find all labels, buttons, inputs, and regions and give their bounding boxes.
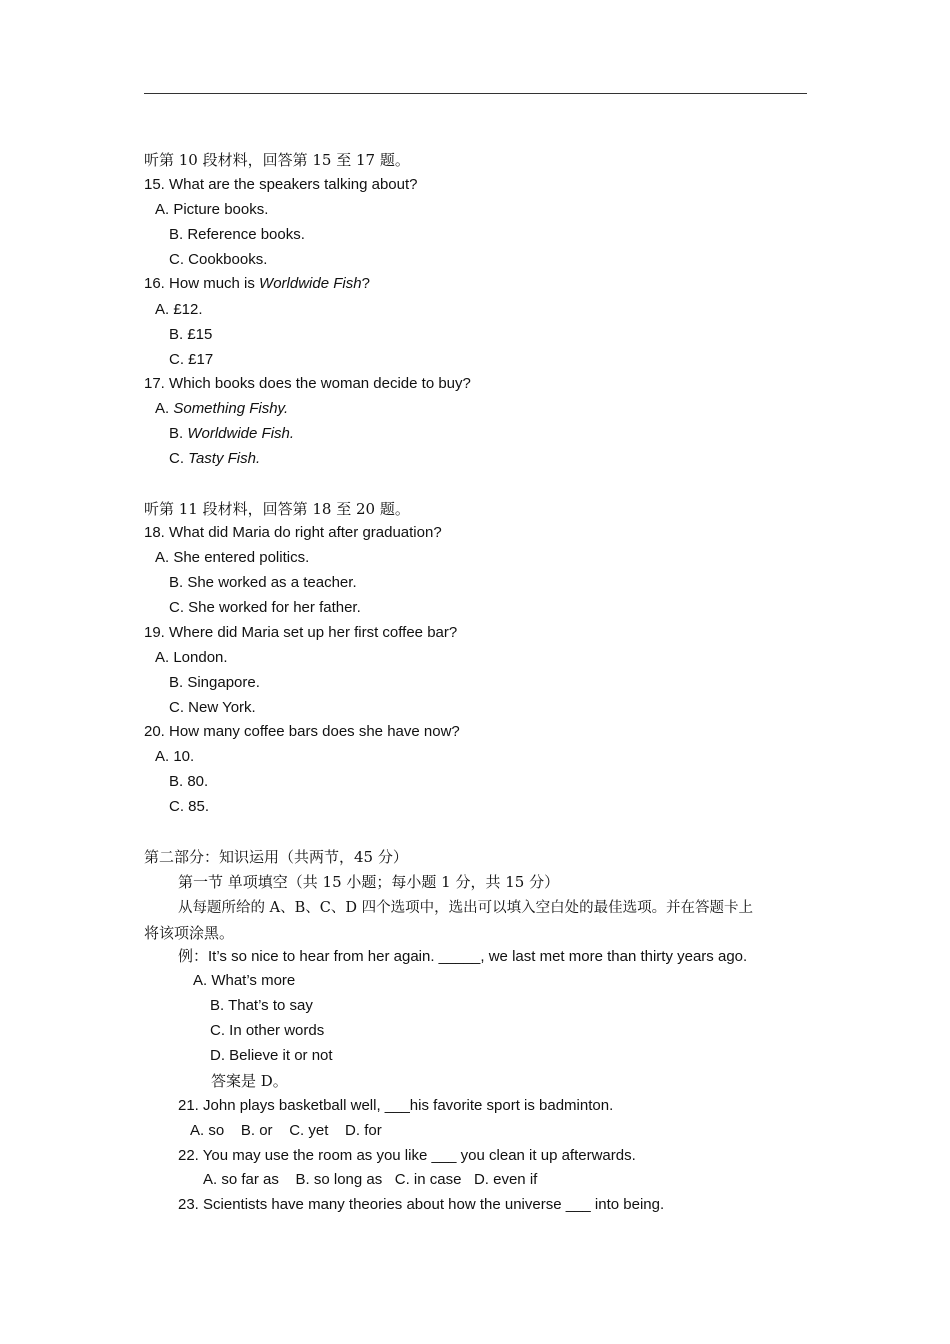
- question-16-book-title: Worldwide Fish: [259, 275, 362, 292]
- option-17a-title: Something Fishy.: [173, 400, 289, 417]
- question-16: [144, 274, 370, 294]
- example-option-a: A. What’s more: [193, 972, 296, 989]
- option-16a: A. £12.: [155, 301, 203, 318]
- question-21-options: A. so B. or C. yet D. for: [190, 1122, 382, 1139]
- question-18: 18. What did Maria do right after graduation?: [144, 524, 442, 541]
- header-rule: [144, 93, 807, 94]
- option-17c-letter: C.: [169, 450, 189, 467]
- option-19b: B. Singapore.: [169, 674, 260, 691]
- option-17c-title: Tasty Fish.: [188, 450, 261, 467]
- question-15: 15. What are the speakers talking about?: [144, 176, 418, 193]
- option-17c: [169, 449, 260, 469]
- question-19: 19. Where did Maria set up her first coffee bar?: [144, 624, 458, 641]
- option-20c: C. 85.: [169, 798, 210, 815]
- option-20a: A. 10.: [155, 748, 195, 765]
- question-20: 20. How many coffee bars does she have now?: [144, 723, 460, 740]
- option-16b: B. £15: [169, 326, 213, 343]
- instruction-line-2: 将该项涂黑。: [144, 924, 235, 942]
- option-15a: A. Picture books.: [155, 201, 269, 218]
- section-10-header: 听第 10 段材料，回答第 15 至 17 题。: [144, 151, 410, 169]
- question-16-stem: 16. How much is: [144, 275, 260, 292]
- part-2-header: 第二部分：知识运用（共两节，45 分）: [144, 848, 408, 866]
- part-2-subheader: 第一节 单项填空（共 15 小题；每小题 1 分，共 15 分）: [178, 873, 560, 891]
- question-22: 22. You may use the room as you like ___ you clean it up afterwards.: [178, 1147, 636, 1164]
- question-17: 17. Which books does the woman decide to buy?: [144, 375, 471, 392]
- example-option-c: C. In other words: [210, 1022, 325, 1039]
- option-17b-title: Worldwide Fish.: [187, 425, 295, 442]
- instruction-line-1: 从每题所给的 A、B、C、D 四个选项中，选出可以填入空白处的最佳选项。并在答题卡上: [178, 900, 754, 916]
- option-18c: C. She worked for her father.: [169, 599, 361, 616]
- option-19c: C. New York.: [169, 699, 256, 716]
- option-15b: B. Reference books.: [169, 226, 305, 243]
- example-answer: 答案是 D。: [211, 1072, 288, 1090]
- option-17b-letter: B.: [169, 425, 188, 442]
- question-16-mark: ?: [361, 275, 370, 292]
- option-17a-letter: A.: [155, 400, 174, 417]
- question-22-options: A. so far as B. so long as C. in case D. even if: [203, 1171, 538, 1188]
- option-18b: B. She worked as a teacher.: [169, 574, 357, 591]
- option-16c: C. £17: [169, 351, 214, 368]
- option-17a: [155, 399, 288, 419]
- question-21: 21. John plays basketball well, ___his favorite sport is badminton.: [178, 1097, 614, 1114]
- example-option-b: B. That’s to say: [210, 997, 313, 1014]
- option-19a: A. London.: [155, 649, 228, 666]
- option-15c: C. Cookbooks.: [169, 251, 268, 268]
- option-18a: A. She entered politics.: [155, 549, 310, 566]
- option-20b: B. 80.: [169, 773, 209, 790]
- option-17b: [169, 424, 294, 444]
- section-11-header: 听第 11 段材料，回答第 18 至 20 题。: [144, 500, 410, 518]
- question-23: 23. Scientists have many theories about how the universe ___ into being.: [178, 1196, 665, 1213]
- example-question: 例：It’s so nice to hear from her again. _____, we last met more than thirty years ago.: [178, 948, 748, 965]
- example-option-d: D. Believe it or not: [210, 1047, 333, 1064]
